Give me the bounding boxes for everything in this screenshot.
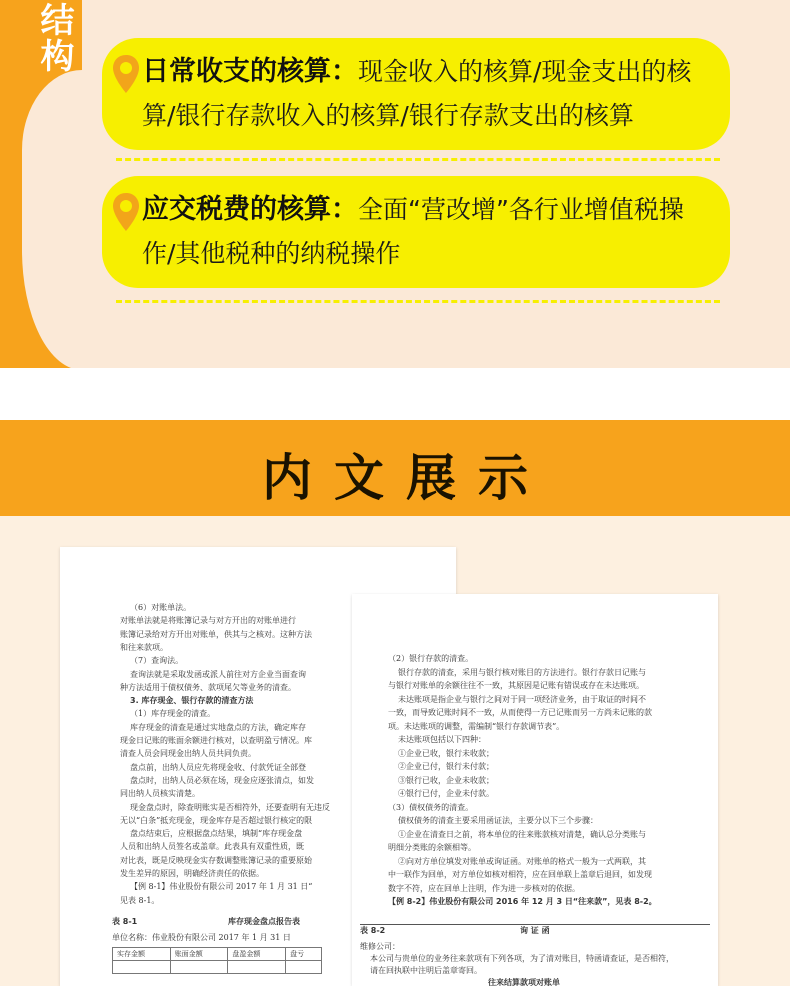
page-text-line: （2）银行存款的清查。 xyxy=(388,654,474,663)
page-text-line: （6）对账单法。 xyxy=(130,603,192,612)
dashed-divider xyxy=(116,158,720,161)
table-rule xyxy=(360,924,710,925)
page-text-line: 表 8-1 xyxy=(112,917,138,926)
page-text-line: 【例 8-1】伟业股份有限公司 2017 年 1 月 31 日“ xyxy=(130,882,313,892)
table-header-cell: 盘盈金额 xyxy=(228,948,286,961)
page-text-line: 盘点结束后，应根据盘点结果，填制“库存现金盘 xyxy=(130,829,303,839)
page-text-line: ④银行已付，企业未付款。 xyxy=(398,789,494,798)
page-text-line: 单位名称：伟业股份有限公司 2017 年 1 月 31 日 xyxy=(112,933,291,942)
page-text-line: 清查人员会同现金出纳人员共同负责。 xyxy=(120,749,256,759)
topic-text xyxy=(142,188,717,276)
page-text-line: 见表 8-1。 xyxy=(120,895,160,905)
page-text-line: ②向对方单位填发对账单或询证函。对账单的格式一般为一式两联，其 xyxy=(398,856,646,866)
page-text-line: 【例 8-2】伟业股份有限公司 2016 年 12 月 3 日“往来款”，见表 8-2。 xyxy=(388,897,657,906)
page-text-line: 中一联作为回单，对方单位如核对相符，应在回单联上盖章后退回，如发现 xyxy=(388,870,652,879)
topic-card-daily-accounting xyxy=(102,38,730,150)
page-text-line: ③银行已收，企业未收款； xyxy=(398,775,494,785)
table-header-cell: 实存金额 xyxy=(113,948,171,961)
page-text-line: 发生差异的原因，明确经济责任的依据。 xyxy=(120,869,264,878)
table-cell xyxy=(170,961,228,974)
dashed-divider xyxy=(116,300,720,303)
page-text-line: 维修公司： xyxy=(360,942,400,951)
side-tab-label: 结构 xyxy=(34,2,74,74)
page-text-line: （3）债权债务的清查。 xyxy=(388,802,474,812)
page-text-line: ②企业已付，银行未付款； xyxy=(398,762,494,771)
section-gap xyxy=(0,368,790,420)
page-text-line: 3. 库存现金、银行存款的清查方法 xyxy=(130,696,254,706)
page-text-line: 往来结算款项对账单 xyxy=(488,978,560,986)
page-text-line: 一致，而导致记账时间不一致，从而使得一方已记账而另一方尚未记账的款 xyxy=(388,708,652,717)
topic-card-tax-accounting xyxy=(102,176,730,288)
book-page-right xyxy=(352,594,718,986)
page-text-line: 现金日记账的账面余额进行核对，以查明盈亏情况。库 xyxy=(120,736,312,745)
inventory-report-table xyxy=(112,947,322,974)
page-text-line: 同出纳人员核实清楚。 xyxy=(120,789,200,799)
page-text-line: 库存现金盘点报告表 xyxy=(228,917,300,926)
side-tab xyxy=(0,0,82,368)
page-text-line: 库存现金的清查是通过实地盘点的方法，确定库存 xyxy=(130,722,306,732)
page-text-line: 和往来款项。 xyxy=(120,642,168,652)
location-pin-icon xyxy=(112,192,140,232)
table-header-cell: 盘亏 xyxy=(286,948,322,961)
page-text-line: 未达账项是指企业与银行之间对于同一项经济业务，由于取证的时间不 xyxy=(398,694,646,704)
page-text-line: 明细分类账的余额相等。 xyxy=(388,843,476,852)
page-text-line: 与银行对账单的余额往往不一致，其原因是记账有错误或存在未达账项。 xyxy=(388,681,644,690)
page-text-line: 对账单法就是将账簿记录与对方开出的对账单进行 xyxy=(120,616,296,626)
table-cell xyxy=(228,961,286,974)
page-text-line: 账簿记录给对方开出对账单，供其与之核对。这种方法 xyxy=(120,629,312,639)
side-tab-curve xyxy=(22,70,82,368)
topic-body: 现金收入的核算/现金支出的核算/银行存款收入的核算/银行存款支出的核算 xyxy=(142,57,692,130)
table-header-cell: 账面金额 xyxy=(170,948,228,961)
section-title: 内文展示 xyxy=(262,449,550,507)
page-text-line: 查询法就是采取发函或派人前往对方企业当面查询 xyxy=(130,669,306,679)
page-text-line: 本公司与贵单位的业务往来款项有下列各项，为了清对账目，特函请查证，是否相符， xyxy=(370,954,674,963)
location-pin-icon xyxy=(112,54,140,94)
table-cell xyxy=(286,961,322,974)
topic-body: 全面“营改增”各行业增值税操作/其他税种的纳税操作 xyxy=(142,195,684,268)
page-text-line: 未达账项包括以下四种： xyxy=(398,735,486,744)
page-text-line: 询 证 函 xyxy=(520,926,550,935)
topic-text xyxy=(142,50,717,138)
page-text-line: 人员和出纳人员签名或盖章。此表具有双重性质，既 xyxy=(120,842,304,852)
page-text-line: 种方法适用于债权债务、款项尾欠等业务的清查。 xyxy=(120,682,296,692)
page-text-line: 对比表，既是反映现金实存数调整账簿记录的重要原始 xyxy=(120,855,312,865)
page-text-line: 银行存款的清查，采用与银行核对账目的方法进行。银行存款日记账与 xyxy=(398,667,646,677)
page-text-line: （1）库存现金的清查。 xyxy=(130,709,216,719)
page-text-line: （7）查询法。 xyxy=(130,656,184,666)
page-text-line: 现金盘点时，除查明账实是否相符外，还要查明有无违反 xyxy=(130,802,330,812)
table-cell xyxy=(113,961,171,974)
page-text-line: 表 8-2 xyxy=(360,926,386,935)
topic-heading: 日常收支的核算： xyxy=(142,56,358,87)
page-text-line: 盘点前，出纳人员应先将现金收、付款凭证全部登 xyxy=(130,762,306,772)
page-text-line: 请在回执联中注明后盖章寄回。 xyxy=(370,966,482,975)
page-text-line: 无以“白条”抵充现金，现金库存是否超过银行核定的限 xyxy=(120,815,313,825)
page-text-line: ①企业在清查日之前，将本单位的往来账款核对清楚，确认总分类账与 xyxy=(398,829,646,839)
page-text-line: ①企业已收，银行未收款； xyxy=(398,748,494,758)
page-text-line: 数字不符，应在回单上注明，作为进一步核对的依据。 xyxy=(388,883,580,893)
topic-heading: 应交税费的核算： xyxy=(142,194,358,225)
page-text-line: 盘点时，出纳人员必须在场，现金应逐张清点，如发 xyxy=(130,775,314,785)
page-text-line: 债权债务的清查主要采用函证法，主要分以下三个步骤： xyxy=(398,816,598,825)
page-text-line: 项。未达账项的调整，需编制“银行存款调节表”。 xyxy=(388,721,565,731)
